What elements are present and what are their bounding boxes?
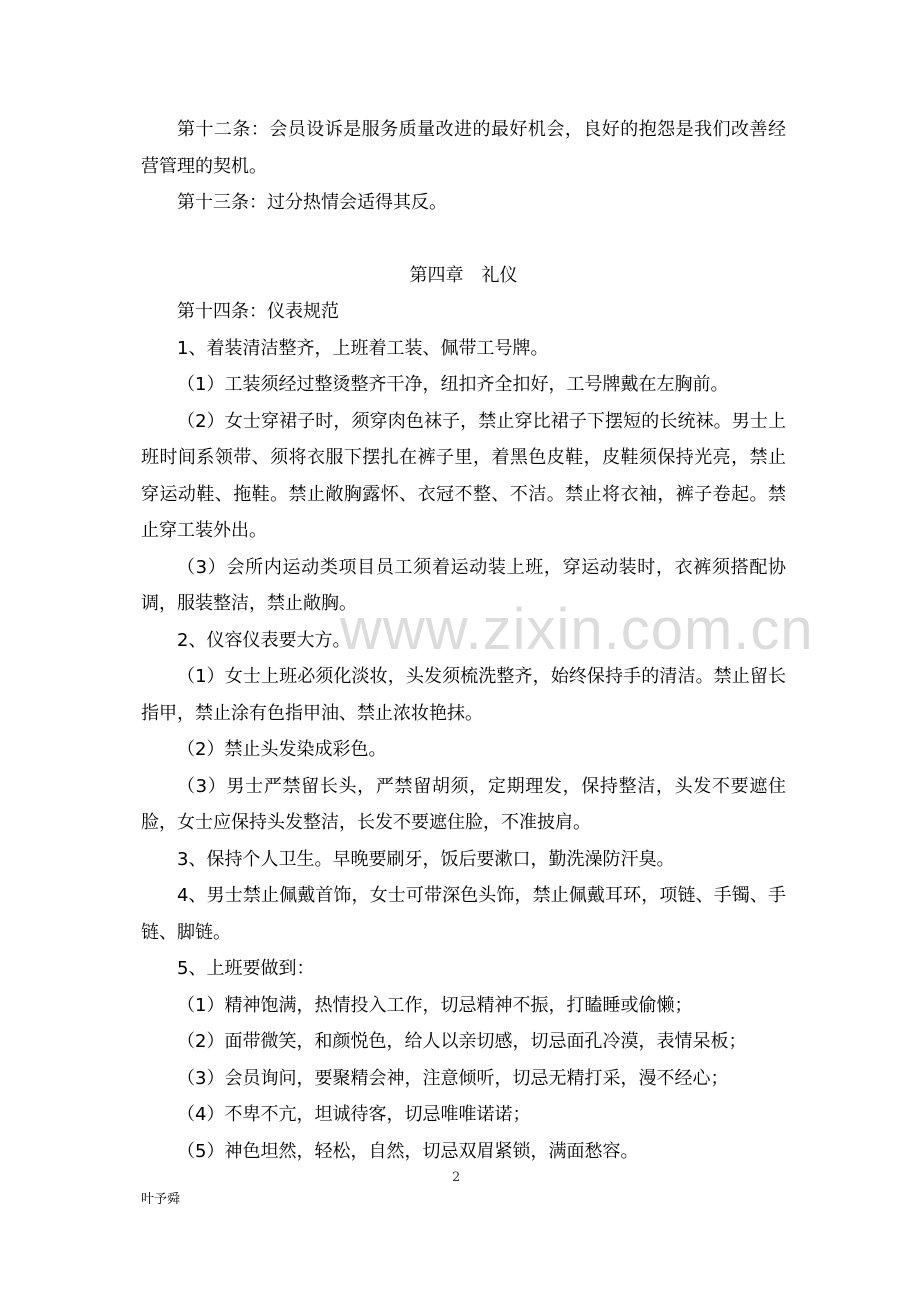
article-13: 第十三条：过分热情会适得其反。	[177, 192, 447, 213]
author-name: 叶予舜	[141, 1192, 181, 1207]
section-2-item-3: （3）男士严禁留长头，严禁留胡须，定期理发，保持整洁，头发不要遮住脸，女士应保持头发整洁，长发不要遮住脸，不准披肩。	[141, 775, 786, 833]
watermark: www.zixin.com.cn	[340, 597, 814, 662]
section-5-item-2: （2）面带微笑，和颜悦色，给人以亲切感，切忌面孔冷漠，表情呆板；	[177, 1031, 747, 1052]
section-5-item-5: （5）神色坦然，轻松，自然，切忌双眉紧锁，满面愁容。	[177, 1140, 639, 1162]
section-4: 4、男士禁止佩戴首饰，女士可带深色头饰，禁止佩戴耳环，项链、手镯、手链、脚链。	[141, 885, 786, 943]
section-2: 2、仪容仪表要大方。	[177, 629, 351, 651]
section-2-item-2: （2）禁止头发染成彩色。	[177, 739, 387, 760]
section-5-item-3: （3）会员询问，要聚精会神，注意倾听，切忌无精打采，漫不经心；	[177, 1067, 729, 1089]
section-5-item-1: （1）精神饱满，热情投入工作，切忌精神不振，打瞌睡或偷懒；	[177, 994, 693, 1016]
section-5-item-4: （4）不卑不亢，坦诚待客，切忌唯唯诺诺；	[177, 1104, 531, 1125]
chapter-title: 第四章 礼仪	[409, 264, 518, 286]
section-2-item-1: （1）女士上班必须化淡妆，头发须梳洗整齐，始终保持手的清洁。禁止留长指甲，禁止涂有色指甲油、禁止浓妆艳抹。	[141, 666, 786, 724]
article-14-heading: 第十四条：仪表规范	[177, 301, 339, 322]
section-5: 5、上班要做到：	[177, 958, 315, 979]
section-1-item-1: （1）工装须经过整烫整齐干净，纽扣齐全扣好，工号牌戴在左胸前。	[177, 374, 729, 395]
section-1: 1、着装清洁整齐，上班着工装、佩带工号牌。	[177, 337, 549, 359]
page-number: 2	[452, 1170, 461, 1185]
article-12: 第十二条：会员设诉是服务质量改进的最好机会，良好的抱怨是我们改善经营管理的契机。	[141, 119, 786, 177]
section-3: 3、保持个人卫生。早晚要刷牙，饭后要漱口，勤洗澡防汗臭。	[177, 848, 675, 870]
document-body	[141, 112, 786, 1170]
section-1-item-3: （3）会所内运动类项目员工须着运动装上班，穿运动装时，衣裤须搭配协调，服装整洁，禁止敞胸。	[141, 556, 786, 614]
section-1-item-2: （2）女士穿裙子时，须穿肉色袜子，禁止穿比裙子下摆短的长统袜。男士上班时间系领带、须将衣服下摆扎在裤子里，着黑色皮鞋，皮鞋须保持光亮，禁止穿运动鞋、拖鞋。禁止敞胸露怀、衣冠不整、不洁。禁止将衣袖，裤子卷起。禁止穿工装外出。	[141, 410, 786, 541]
